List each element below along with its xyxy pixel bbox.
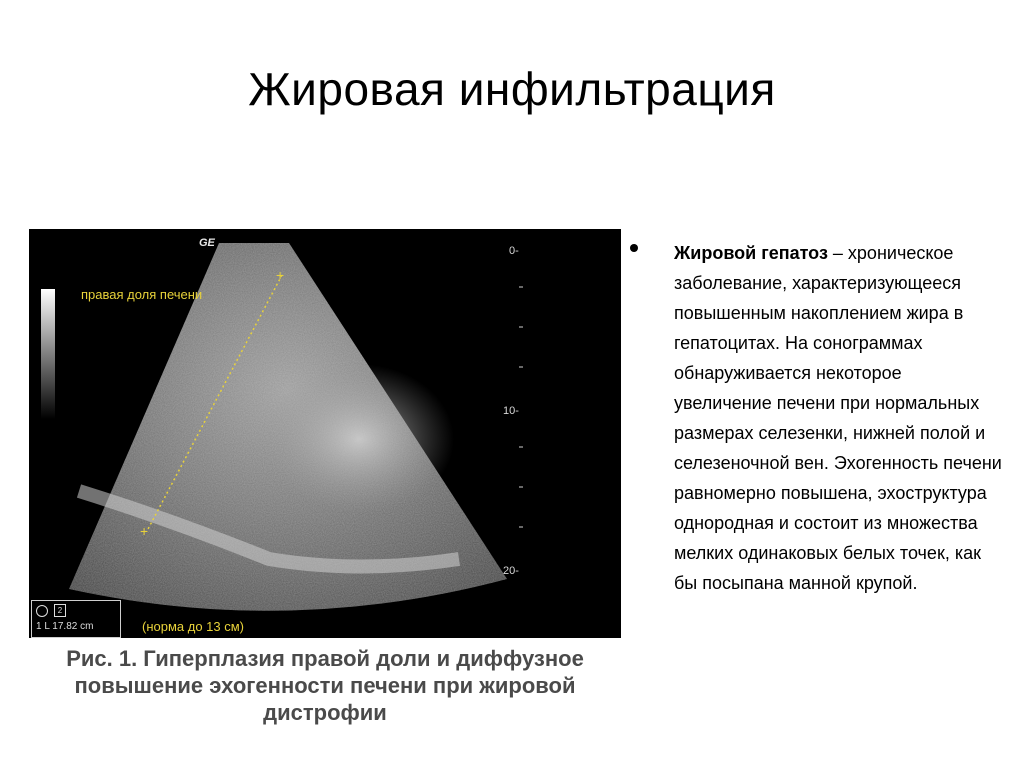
- grayscale-bar: [41, 289, 55, 419]
- figure-caption: Рис. 1. Гиперплазия правой доли и диффузное повышение эхогенности печени при жировой дистрофии: [66, 646, 584, 725]
- slide-title: Жировая инфильтрация: [248, 63, 776, 115]
- circle-icon: [36, 605, 48, 617]
- depth-scale: [519, 287, 523, 527]
- bullet-description: хроническое заболевание, характеризующееся повышенным накоплением жира в гепатоцитах. На сонограммах обнаруживается некоторое увеличение печени при нормальных размерах селезенки, нижней полой и селезеночной вен. Эхогенность печени равномерно повышена, эхоструктура однородная и состоит из множества мелких одинаковых белых точек, как бы посыпана манной крупой.: [674, 243, 1002, 593]
- depth-label-0: 0-: [509, 245, 519, 257]
- caliper-icon: 2: [54, 604, 66, 617]
- depth-label-20: 20-: [503, 565, 519, 577]
- caliper-top: +: [276, 267, 285, 283]
- lobe-label: правая доля печени: [81, 287, 203, 302]
- bullet-text: [674, 238, 1004, 598]
- caliper-bottom: +: [140, 523, 149, 539]
- bullet-term: Жировой гепатоз: [674, 243, 828, 263]
- echogenic-region: [264, 364, 454, 514]
- bullet-dot-icon: [630, 244, 638, 252]
- depth-label-10: 10-: [503, 405, 519, 417]
- bullet-dash: –: [827, 243, 843, 263]
- measurement-value: 1 L 17.82 cm: [36, 621, 94, 632]
- measurement-box: [31, 600, 121, 638]
- ultrasound-image: [29, 229, 621, 638]
- norm-label: (норма до 13 см): [142, 619, 245, 634]
- ge-logo: GE: [199, 237, 215, 249]
